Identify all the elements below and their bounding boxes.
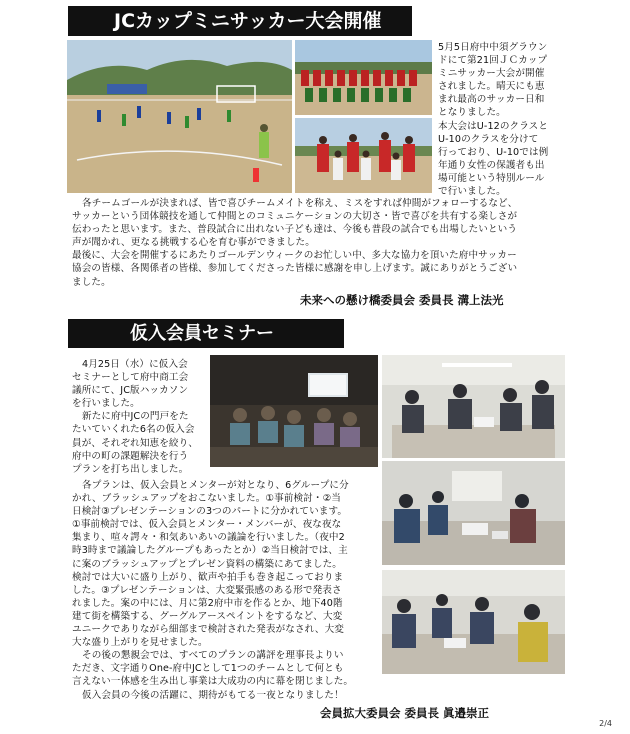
section1-body	[72, 197, 572, 289]
text-line: ユニークでありながら細部まで検討された発表がなされ、大変	[72, 624, 344, 636]
text-line: ました。	[72, 276, 111, 288]
text-line: ただき、文字通りOne-府中JCとして1つのチームとして何とも	[72, 663, 344, 675]
section1-title: JCカップミニサッカー大会開催	[68, 6, 412, 36]
text-line: 最後に、大会を開催するにあたりゴールデンウィークのお忙しい中、多大な協力を頂いた府中サッカー	[72, 250, 517, 262]
text-line: 大な盛り上がりを見せました。	[72, 637, 208, 649]
text-line: 仮入会員の今後の活躍に、期待がもてる一夜となりました！	[82, 689, 344, 701]
text-line: 5月5日府中中須グラウン	[438, 42, 548, 53]
text-line: 本大会はU-12のクラスと	[438, 120, 549, 132]
text-line: で行いました。	[438, 186, 506, 198]
text-line: 伝わったと思います。また、普段試合に出れない子ども達は、今後も普段の試合でも出場したいという	[72, 224, 518, 236]
section2-intro	[72, 358, 208, 476]
text-line: 建て街を構築する、グーグルアースペイントをするなど、大変	[72, 610, 343, 622]
section2-body	[72, 479, 382, 702]
text-line: 協会の皆様、各関係者の皆様、参加してくださった皆様に感謝を申し上げます。誠にありがとうござい	[72, 263, 518, 275]
text-line: 員が、それぞれ知恵を絞り、	[72, 437, 199, 449]
text-line: プランを打ち出しました。	[72, 463, 189, 475]
text-line: サッカーという団体競技を通して仲間とのコミュニケーションの大切さ・皆で喜びを共有する楽しさが	[72, 211, 518, 223]
group-discussion-photo-1	[382, 355, 565, 458]
section2-signature: 会員拡大委員会 委員長 眞邉崇正	[320, 706, 490, 720]
text-line: 場可能という特別ルール	[438, 172, 545, 184]
text-line: 各チームゴールが決まれば、皆で喜びチームメイトを称え、ミスをすれば仲間がフォローするなど、	[82, 198, 518, 209]
soccer-match-photo	[67, 40, 292, 193]
text-line: 新たに府中JCの門戸をた	[82, 411, 189, 423]
text-line: 集まり、喧々諤々・和気あいあいの議論を行いました。（夜中2	[72, 532, 345, 544]
text-line: 時3時まで議論したグループもあったとか）②当日検討では、主	[72, 545, 348, 557]
text-line: U-10のクラスを分けて	[438, 133, 539, 145]
text-line: されました。晴天にも恵	[438, 81, 545, 93]
text-line: となりました。	[438, 107, 506, 119]
text-line: 4月25日（水）に仮入会	[82, 359, 188, 370]
text-line: 各プランは、仮入会員とメンターが対となり、6グループに分	[82, 480, 349, 491]
text-line: 行っており、U-10では例	[438, 146, 549, 158]
text-line: 年通り女性の保護者も出	[438, 159, 545, 171]
page-number: 2/4	[599, 719, 612, 728]
text-line: 府中の町の課題解決を行う	[72, 450, 189, 462]
winners-photo	[295, 118, 432, 193]
text-line: ①事前検討では、仮入会員とメンター・メンバーが、夜な夜な	[72, 519, 342, 531]
text-line: れました。案の中には、月に第2府中市を作るとか、地下40階	[72, 597, 343, 609]
seminar-room-photo	[210, 355, 378, 467]
text-line: 日検討③プレゼンテーションの3つのパートに分かれています。	[72, 506, 348, 518]
team-group-photo	[295, 40, 432, 115]
text-line: 声が聞かれ、更なる挑戦する心を育む事ができました。	[72, 237, 315, 249]
section1-signature: 未来への懸け橋委員会 委員長 溝上法光	[300, 293, 504, 307]
section2-title: 仮入会員セミナー	[68, 319, 344, 348]
text-line: その後の懇親会では、すべてのプランの講評を理事長よりい	[82, 650, 344, 662]
text-line: を行いました。	[72, 398, 140, 410]
text-line: たいていくれた6名の仮入会	[72, 424, 195, 436]
text-line: ミニサッカー大会が開催	[438, 68, 545, 80]
text-line: 議所にて、JC版ハッカソン	[72, 385, 189, 397]
text-line: 検討では大いに盛り上がり、歓声や拍手も巻き起こっておりま	[72, 571, 344, 583]
text-line: かれ、ブラッシュアップをおこないました。①事前検討・②当	[72, 493, 341, 505]
group-discussion-photo-2	[382, 461, 565, 565]
text-line: セミナーとして府中商工会	[72, 372, 189, 384]
text-line: ドにて第21回ＪＣカップ	[438, 55, 548, 67]
text-line: まれ最高のサッカー日和	[438, 94, 545, 106]
text-line: 言えない一体感を生み出し事業は大成功の内に幕を閉じました。	[72, 676, 354, 688]
text-line: した。③プレゼンテーションは、大変緊張感のある形で発表さ	[72, 584, 342, 596]
section1-side-text	[438, 41, 578, 198]
group-discussion-photo-3	[382, 570, 565, 674]
text-line: に案のブラッシュアップとプレゼン資料の構築にあてました。	[72, 558, 342, 570]
